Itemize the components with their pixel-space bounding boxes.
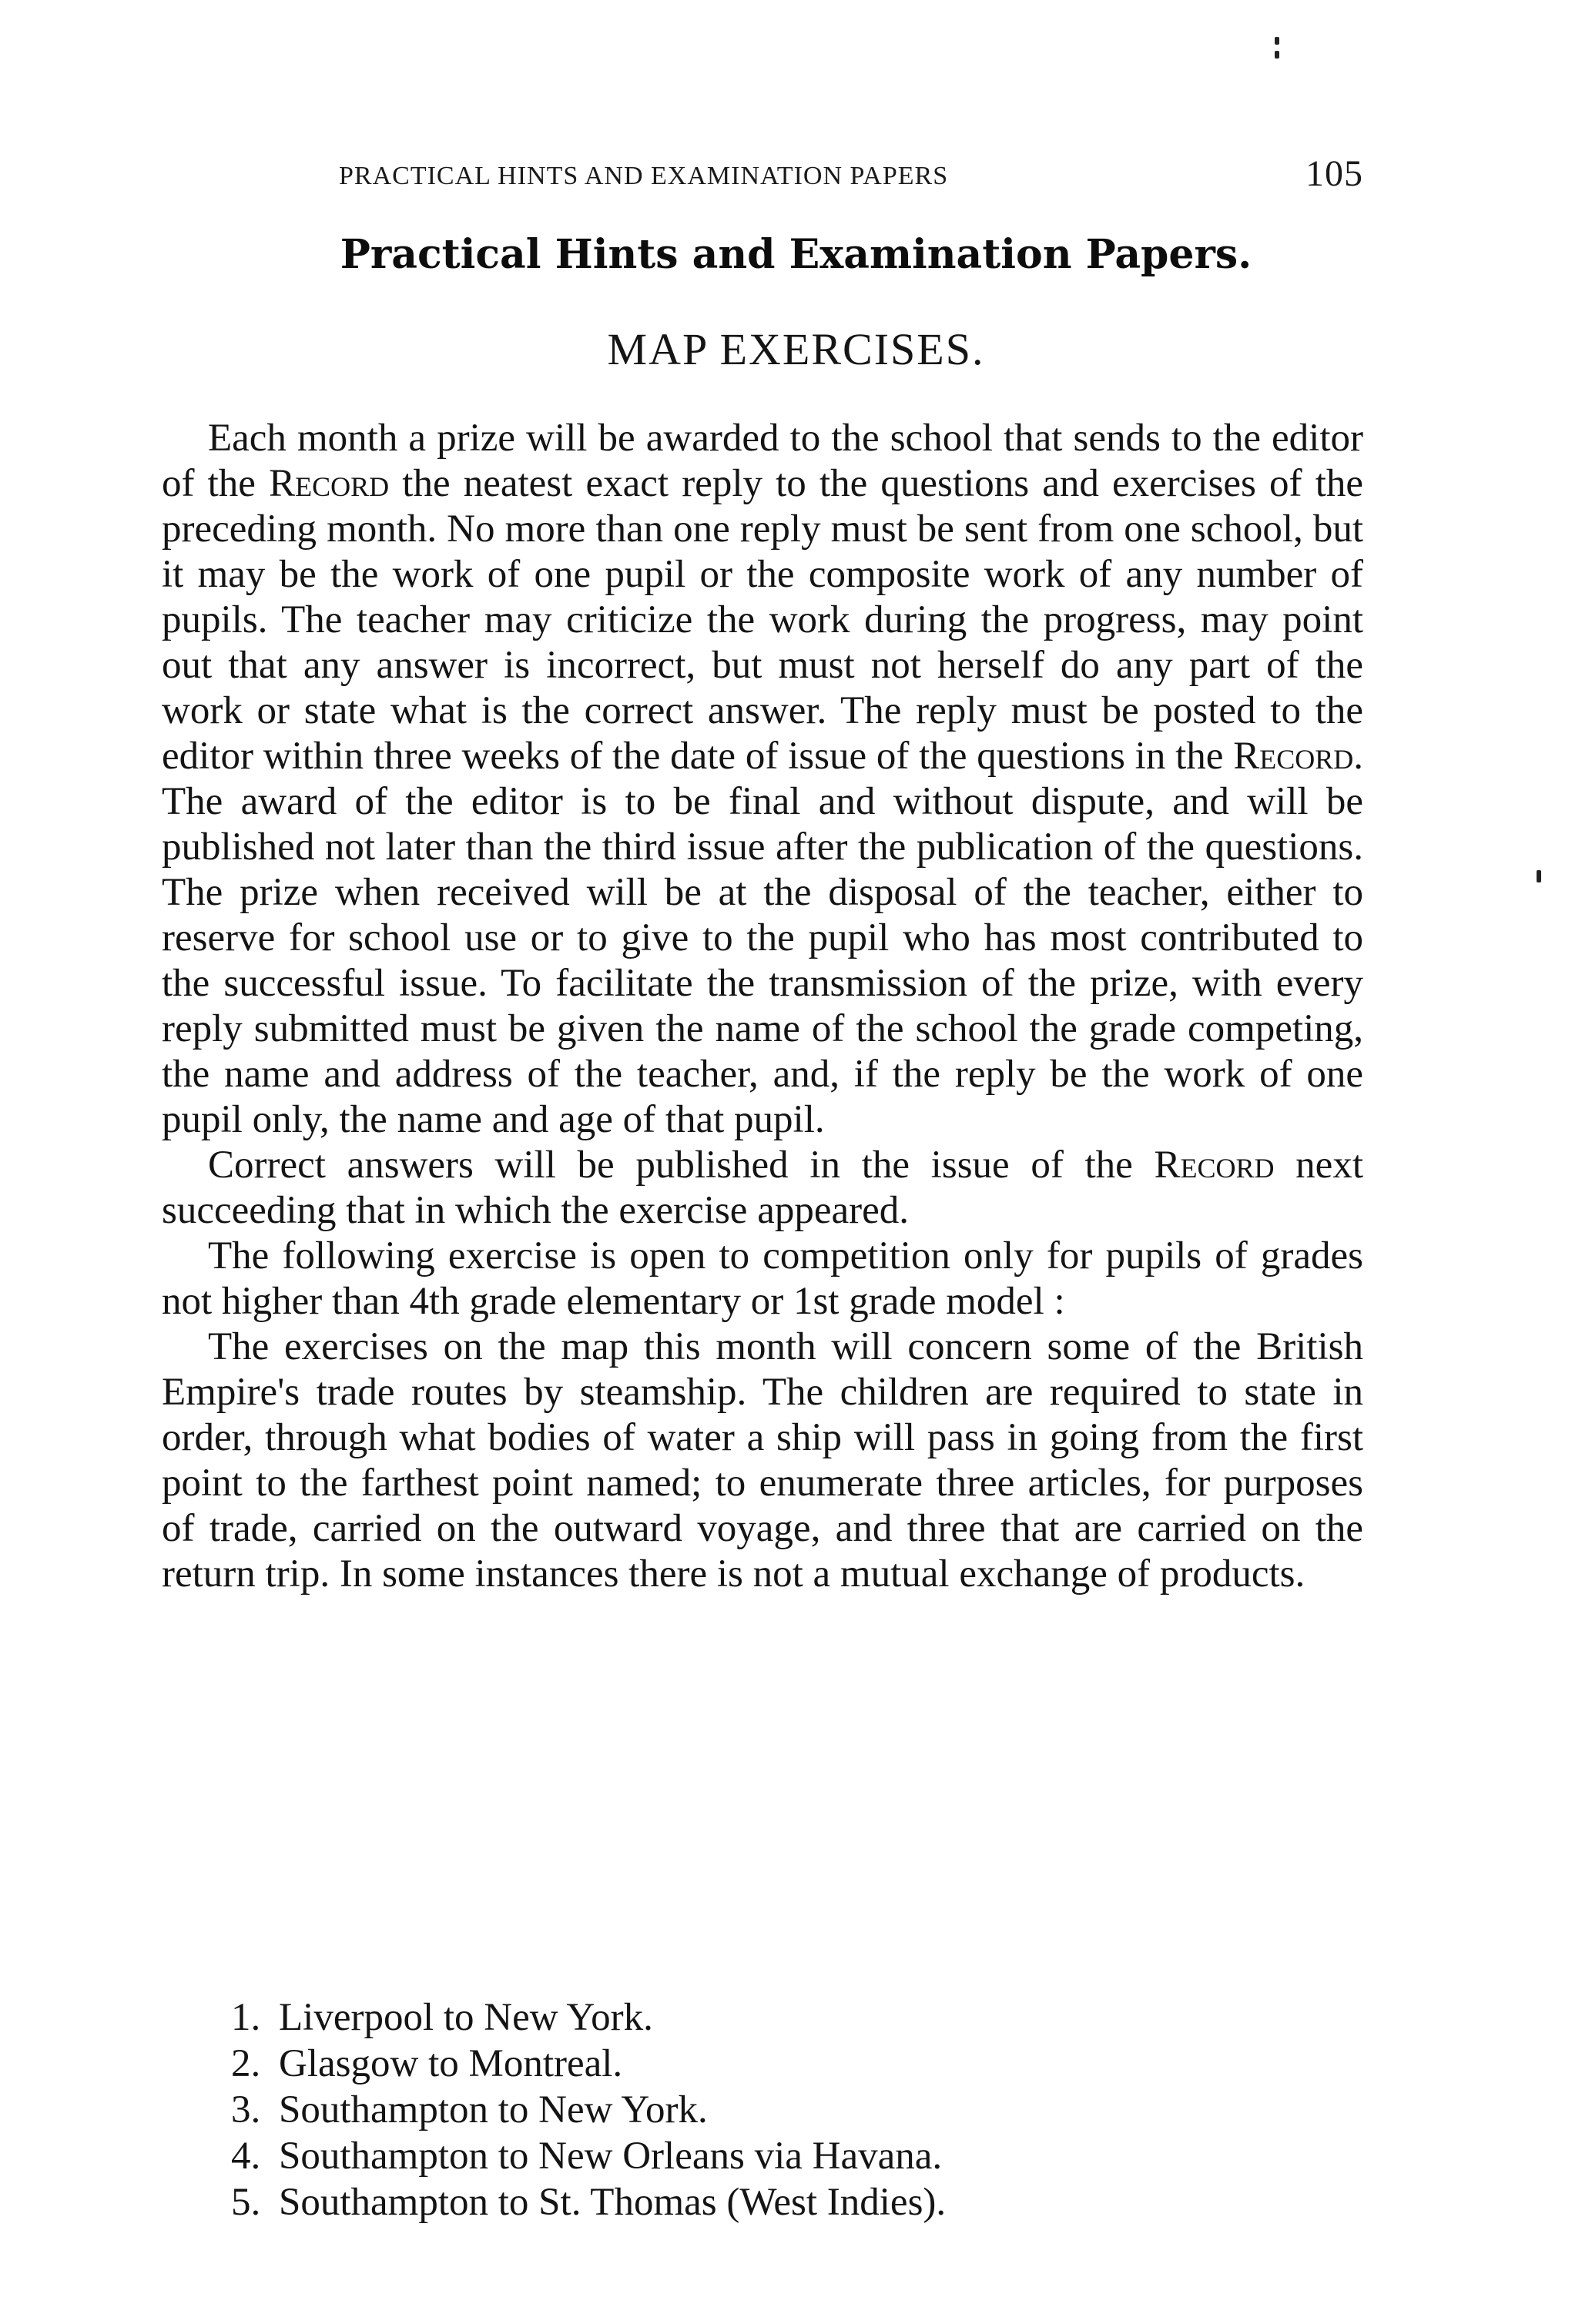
paragraph-exercise: The exercises on the map this month will concern some of the British Empire's trade routes by steamship. The children are required to state in order, through what bodies of water a ship will pass in going from the first point to the farthest point named; to enumerate three articles, for purposes of trade, carried on the outward voyage, and three that are carried on the return trip. In some instances there is not a mutual exchange of products.: [162, 1325, 1363, 1596]
page-number: 105: [1305, 153, 1363, 194]
list-item: 5. Southampton to St. Thomas (West Indies).: [231, 2181, 947, 2224]
record-name: Record: [269, 462, 390, 505]
record-name: Record: [1233, 735, 1354, 778]
article-body: [162, 416, 1363, 1597]
margin-speck-right: [1537, 870, 1541, 882]
list-item: 3. Southampton to New York.: [231, 2088, 708, 2131]
paragraph-eligibility: The following exercise is open to competition only for pupils of grades not higher than 4th grade elementary or 1st grade model :: [162, 1234, 1363, 1323]
paragraph-answers: Correct answers will be published in the issue of the Record next succeeding that in which the exercise appeared.: [162, 1144, 1363, 1232]
running-head-title: PRACTICAL HINTS AND EXAMINATION PAPERS: [339, 162, 949, 190]
margin-speck-top: [1275, 37, 1279, 45]
article-heading: Practical Hints and Examination Papers.: [340, 231, 1252, 278]
running-head: [339, 152, 1363, 199]
list-item: 4. Southampton to New Orleans via Havana.: [231, 2135, 943, 2178]
record-name: Record: [1154, 1144, 1275, 1187]
section-heading: MAP EXERCISES.: [607, 324, 985, 374]
margin-speck-top-2: [1275, 51, 1279, 59]
list-item: 1. Liverpool to New York.: [231, 1996, 653, 2039]
paragraph-rules: Each month a prize will be awarded to the school that sends to the editor of the Record the neatest exact reply to the questions and exercises of the preceding month. No more than one reply must be sent from one school, but it may be the work of one pupil or the composite work of any number of pupils. The teacher may criticize the work during the progress, may point out that any answer is incorrect, but must not herself do any part of the work or state what is the correct answer. The reply must be posted to the editor within three weeks of the date of issue of the questions in the Record. The award of the editor is to be final and without dispute, and will be published not later than the third issue after the publication of the questions. The prize when received will be at the disposal of the teacher, either to reserve for school use or to give to the pupil who has most contributed to the successful issue. To facilitate the transmission of the prize, with every reply submitted must be given the name of the school the grade competing, the name and address of the teacher, and, if the reply be the work of one pupil only, the name and age of that pupil.: [162, 417, 1363, 1141]
list-item: 2. Glasgow to Montreal.: [231, 2042, 623, 2085]
trade-route-list: [231, 1994, 1309, 2225]
